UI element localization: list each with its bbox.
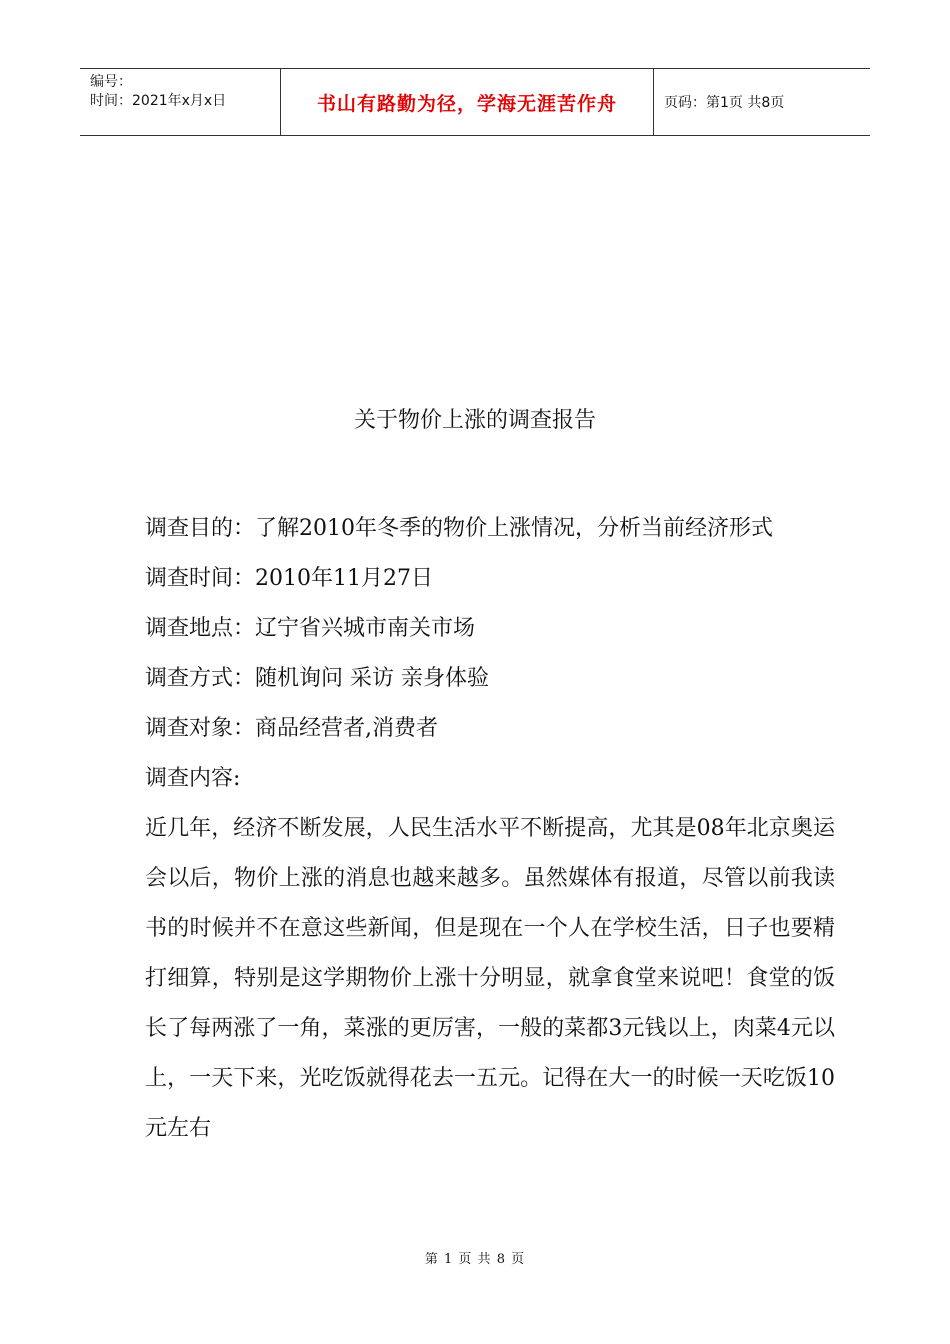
document-number-label: 编号： [90, 74, 132, 90]
survey-location: 调查地点：辽宁省兴城市南关市场 [145, 616, 476, 641]
survey-content-paragraph: 近几年，经济不断发展，人民生活水平不断提高，尤其是08年北京奥运会以后，物价上涨的消息也越来越多。虽然媒体有报道，尽管以前我读书的时候并不在意这些新闻，但是现在一个人在学校生活，日子也要精打细算，特别是这学期物价上涨十分明显，就拿食堂来说吧！食堂的饭长了每两涨了一角，菜涨的更厉害，一般的菜都3元钱以上，肉菜4元以上，一天下来，光吃饭就得花去一五元。记得在大一的时候一天吃饭10元左右 [145, 816, 835, 1141]
document-date: 时间：2021年x月x日 [90, 93, 227, 109]
document-title: 关于物价上涨的调查报告 [353, 408, 596, 433]
survey-method: 调查方式：随机询问 采访 亲身体验 [145, 666, 489, 691]
document-body [145, 504, 835, 1154]
survey-subjects: 调查对象：商品经营者,消费者 [145, 716, 438, 741]
survey-content-label: 调查内容: [145, 766, 241, 791]
document-header [80, 68, 870, 136]
survey-time: 调查时间：2010年11月27日 [145, 566, 433, 591]
header-motto: 书山有路勤为径，学海无涯苦作舟 [281, 69, 654, 135]
header-meta [80, 69, 281, 135]
survey-purpose: 调查目的：了解2010年冬季的物价上涨情况，分析当前经济形式 [145, 516, 773, 541]
page-footer: 第 1 页 共 8 页 [424, 1252, 526, 1267]
header-page-info: 页码：第1页 共8页 [664, 95, 785, 111]
